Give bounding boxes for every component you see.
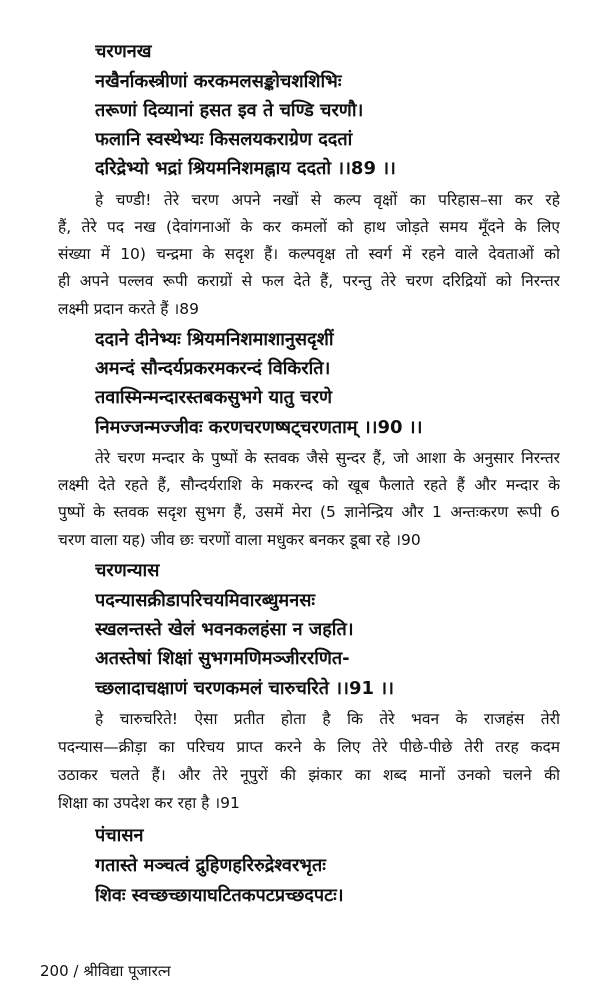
commentary-line: ही अपने पल्लव रूपी कराग्रों से फल देते हैं, परन्तु तेरे चरण दरिद्रियों को निरन्तर — [58, 272, 560, 290]
page-footer — [40, 960, 171, 982]
page-number: 200 — [40, 962, 69, 980]
footer-separator: / — [73, 962, 79, 980]
verse-line: दरिद्रेभ्यो भद्रां श्रियमनिशमह्नाय ददतो ।।89 ।। — [95, 158, 396, 179]
commentary-line: तेरे चरण मन्दार के पुष्पों के स्तवक जैसे सुन्दर हैं, जो आशा के अनुसार निरन्तर — [95, 449, 560, 467]
commentary-line: हे चण्डी! तेरे चरण अपने नखों से कल्प वृक्षों का परिहास–सा कर रहे — [95, 191, 560, 209]
verse-line: अमन्दं सौन्दर्यप्रकरमकरन्दं विकिरति। — [95, 358, 331, 379]
verse-line: अतस्तेषां शिक्षां सुभगमणिमञ्जीररणित- — [95, 648, 350, 669]
verse-line: शिवः स्वच्छच्छायाघटितकपटप्रच्छदपटः। — [95, 885, 344, 906]
section-heading-charananyas: चरणन्यास — [95, 560, 160, 581]
commentary-line: हैं, तेरे पद नख (देवांगनाओं के कर कमलों को हाथ जोड़ते समय मूँदने के लिए — [58, 218, 560, 236]
section-heading-charananakh: चरणनख — [95, 41, 152, 62]
verse-line: फलानि स्वस्थेभ्यः किसलयकराग्रेण ददतां — [95, 129, 353, 150]
verse-line: निमज्जन्मज्जीवः करणचरणष्षट्चरणताम् ।।90 ।। — [95, 417, 423, 438]
verse-line: च्छलादाचक्षाणं चरणकमलं चारुचरिते ।।91 ।। — [95, 678, 394, 699]
commentary-line: संख्या में 10) चन्द्रमा के सदृश हैं। कल्पवृक्ष तो स्वर्ग में रहने वाले देवताओं को — [58, 245, 560, 263]
verse-line: गतास्ते मञ्चत्वं द्रुहिणहरिरुद्रेश्वरभृतः — [95, 855, 326, 876]
verse-line: पदन्यासक्रीडापरिचयमिवारब्धुमनसः — [95, 590, 315, 611]
commentary-line: हे चारुचरिते! ऐसा प्रतीत होता है कि तेरे भवन के राजहंस तेरी — [95, 710, 560, 728]
commentary-line: चरण वाला यह) जीव छः चरणों वाला मधुकर बनकर डूबा रहे ।90 — [58, 531, 421, 549]
section-heading-panchasan: पंचासन — [95, 825, 144, 846]
commentary-line: शिक्षा का उपदेश कर रहा है ।91 — [58, 794, 240, 812]
verse-line: तरूणां दिव्यानां हसत इव ते चण्डि चरणौ। — [95, 100, 364, 121]
verse-line: तवास्मिन्मन्दारस्तबकसुभगे यातु चरणे — [95, 387, 333, 408]
verse-line: ददाने दीनेभ्यः श्रियमनिशमाशानुसदृशीं — [95, 329, 334, 350]
verse-line: स्खलन्तस्ते खेलं भवनकलहंसा न जहति। — [95, 619, 354, 640]
commentary-line: लक्ष्मी प्रदान करते हैं ।89 — [58, 300, 199, 318]
commentary-line: पुष्पों के स्तवक सदृश सुभग हैं, उसमें मेरा (5 ज्ञानेन्द्रिय और 1 अन्तःकरण रूपी 6 — [58, 503, 560, 521]
commentary-line: पदन्यास—क्रीड़ा का परिचय प्राप्त करने के लिए तेरे पीछे-पीछे तेरी तरह कदम — [58, 738, 560, 756]
commentary-line: लक्ष्मी देते रहते हैं, सौन्दर्यराशि के मकरन्द को खूब फैलाते रहते हैं और मन्दार के — [58, 476, 560, 494]
commentary-line: उठाकर चलते हैं। और तेरे नूपुरों की झंकार का शब्द मानों उनको चलने की — [58, 766, 560, 784]
book-title: श्रीविद्या पूजारत्न — [83, 962, 171, 980]
verse-line: नखैर्नाकस्त्रीणां करकमलसङ्कोचशशिभिः — [95, 71, 342, 92]
